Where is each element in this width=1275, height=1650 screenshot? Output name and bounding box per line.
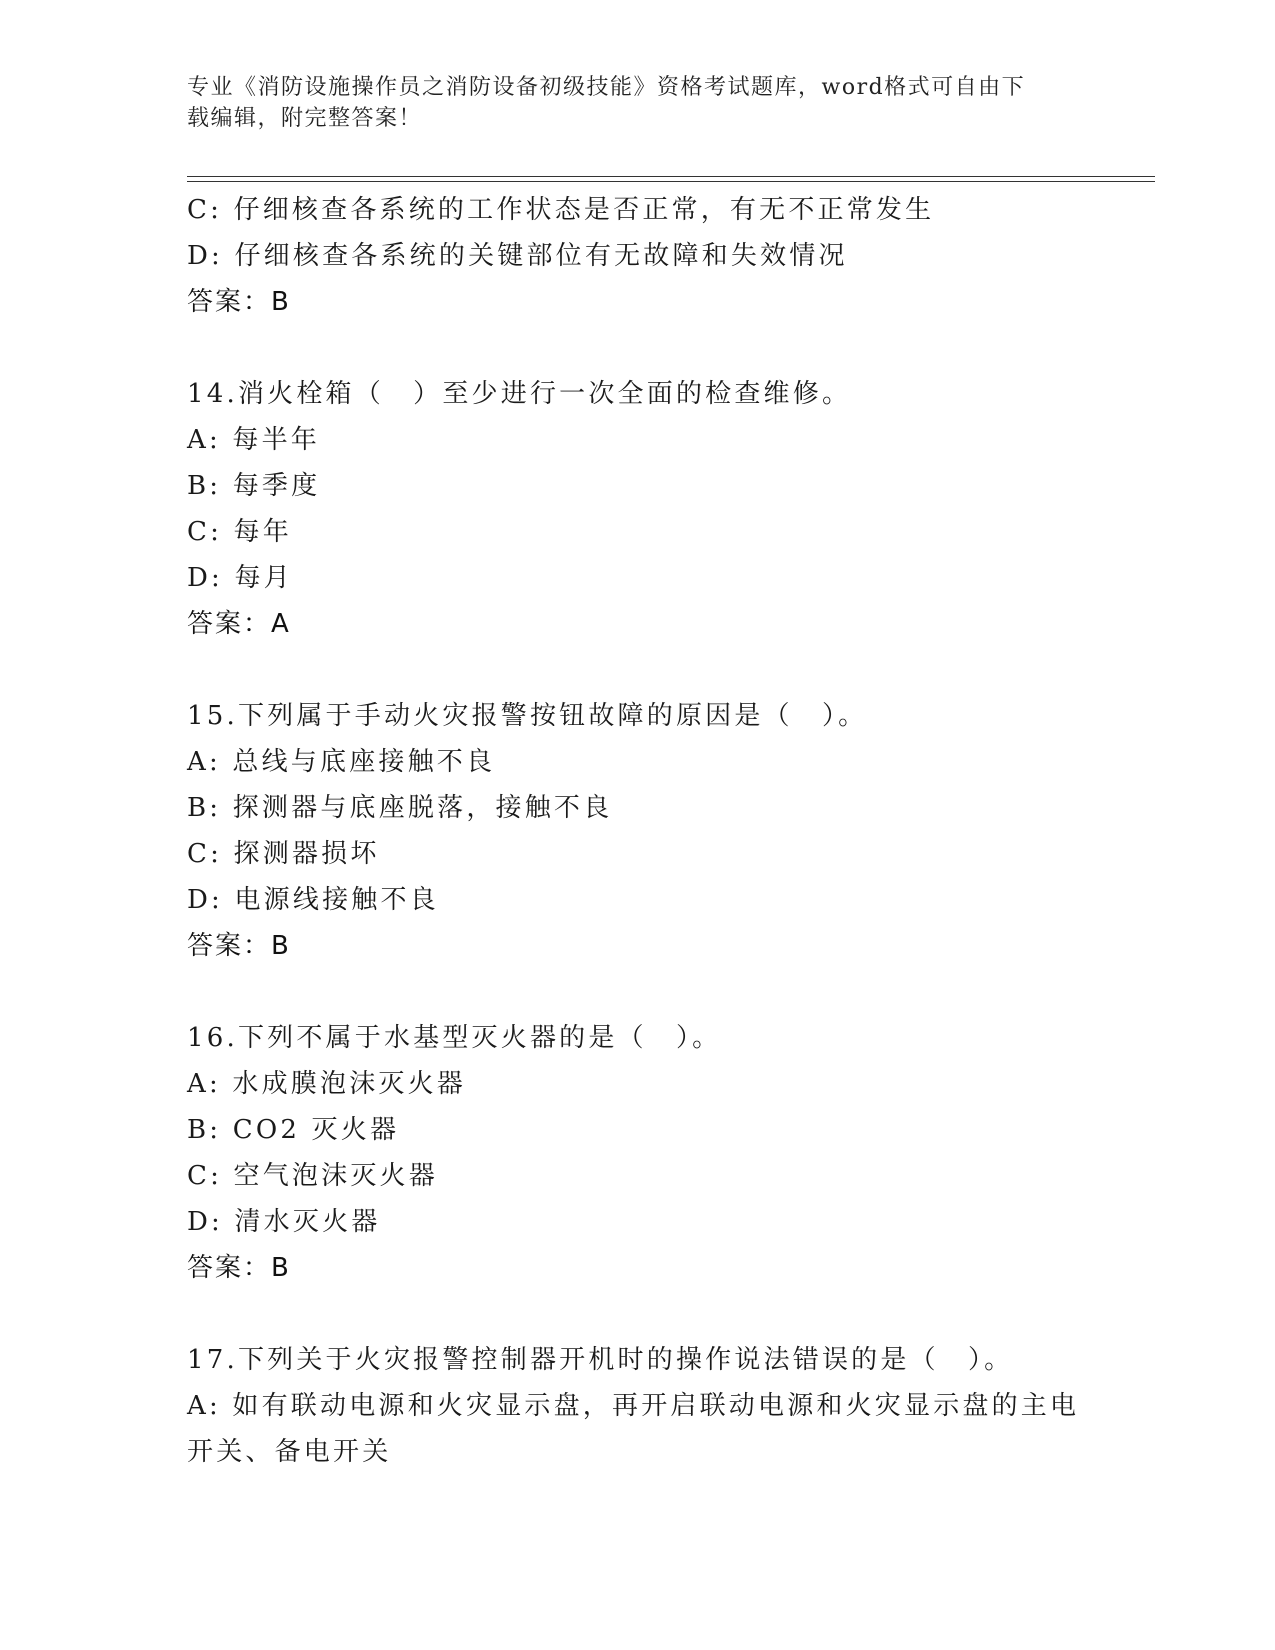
question-13-continued: [187, 187, 1087, 325]
option-c: C: 仔细核查各系统的工作状态是否正常，有无不正常发生: [187, 195, 935, 225]
option-b: B: 每季度: [187, 471, 321, 501]
option-a: A: 水成膜泡沫灭火器: [187, 1069, 467, 1099]
document-header: [187, 72, 1067, 134]
answer: 答案：B: [187, 1253, 291, 1283]
question-16: [187, 1015, 1087, 1291]
option-b: B: CO2 灭火器: [187, 1115, 400, 1145]
answer: 答案：B: [187, 287, 291, 317]
option-a-line-1: A: 如有联动电源和火灾显示盘，再开启联动电源和火灾显示盘的主电: [187, 1391, 1080, 1421]
header-divider-bottom: [187, 181, 1155, 182]
question-text: 16.下列不属于水基型灭火器的是（ ）。: [187, 1023, 722, 1053]
question-14: [187, 371, 1087, 647]
option-d: D: 每月: [187, 563, 293, 593]
option-c: C: 探测器损坏: [187, 839, 380, 869]
option-d: D: 电源线接触不良: [187, 885, 439, 915]
spacer: [187, 969, 1087, 1015]
header-line-2: 载编辑，附完整答案！: [187, 106, 423, 131]
spacer: [187, 647, 1087, 693]
option-a: A: 总线与底座接触不良: [187, 747, 496, 777]
answer: 答案：A: [187, 609, 291, 639]
header-divider-top: [187, 176, 1155, 177]
question-text: 17.下列关于火灾报警控制器开机时的操作说法错误的是（ ）。: [187, 1345, 1014, 1375]
header-line-1: 专业《消防设施操作员之消防设备初级技能》资格考试题库，word格式可自由下: [187, 75, 1026, 100]
answer: 答案：B: [187, 931, 291, 961]
option-a-line-2: 开关、备电开关: [187, 1437, 392, 1467]
option-a: A: 每半年: [187, 425, 321, 455]
spacer: [187, 325, 1087, 371]
option-c: C: 空气泡沫灭火器: [187, 1161, 438, 1191]
question-text: 15.下列属于手动火灾报警按钮故障的原因是（ ）。: [187, 701, 868, 731]
option-d: D: 清水灭火器: [187, 1207, 381, 1237]
spacer: [187, 1291, 1087, 1337]
question-17: [187, 1337, 1087, 1475]
question-text: 14.消火栓箱（ ）至少进行一次全面的检查维修。: [187, 379, 852, 409]
question-15: [187, 693, 1087, 969]
option-c: C: 每年: [187, 517, 292, 547]
option-b: B: 探测器与底座脱落，接触不良: [187, 793, 613, 823]
option-d: D: 仔细核查各系统的关键部位有无故障和失效情况: [187, 241, 848, 271]
question-list: [187, 187, 1087, 1475]
